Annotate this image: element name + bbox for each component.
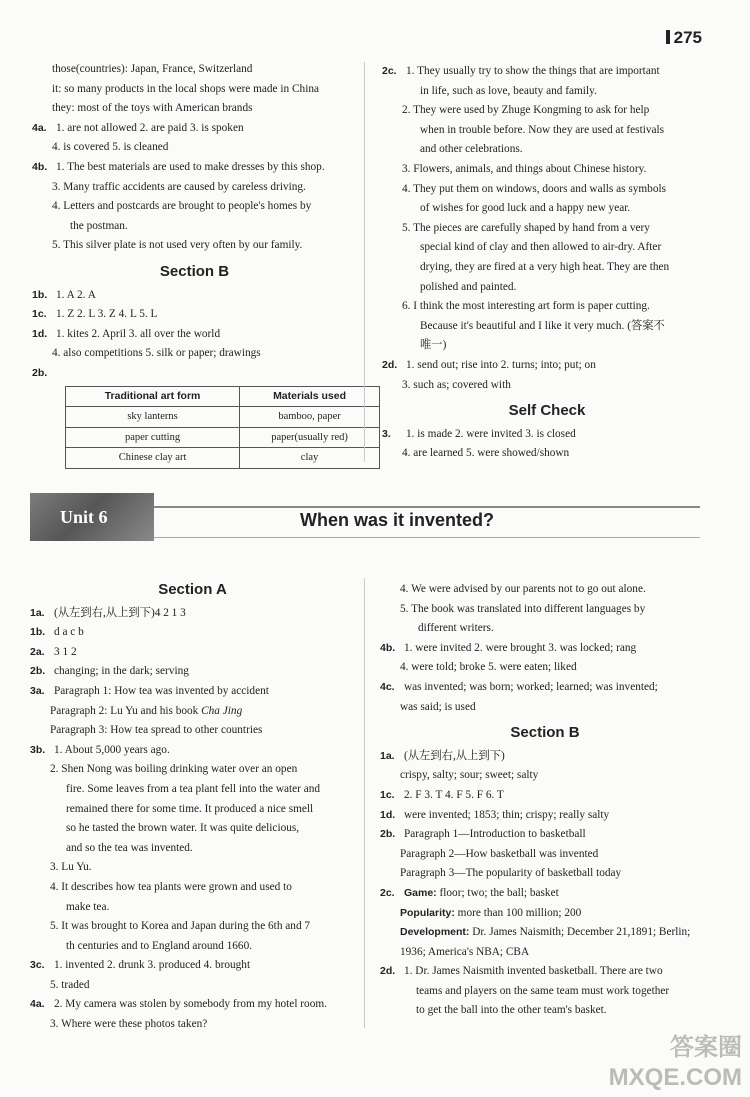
answer-1a: 1a. (从左到右,从上到下): [380, 747, 710, 767]
answer-line: Paragraph 3: How tea spread to other countries: [50, 724, 263, 737]
answer-2c: 2c. Game: floor; two; the ball; basket: [380, 884, 710, 904]
answer-line: and other celebrations.: [420, 143, 523, 156]
answer-1c: 1c. 1. Z 2. L 3. Z 4. L 5. L: [32, 305, 357, 325]
answer-line: 3. such as; covered with: [402, 378, 511, 391]
question-label: 4a.: [30, 998, 45, 1011]
answer-line: fire. Some leaves from a tea plant fell into the water and: [66, 782, 321, 795]
answer-line: 4. Letters and postcards are brought to people's homes by: [52, 200, 312, 213]
question-label: 1c.: [32, 308, 47, 321]
section-b-heading: Section B: [510, 724, 580, 742]
answer-line: the postman.: [70, 219, 128, 232]
answer-line: 5. It was brought to Korea and Japan during the 6th and 7: [50, 920, 311, 933]
answer-1d: 1d. were invented; 1853; thin; crispy; really salty: [380, 806, 710, 826]
answer-line: polished and painted.: [420, 280, 517, 293]
column-divider: [364, 578, 365, 1028]
answer-line: so he tasted the brown water. It was quite delicious,: [66, 822, 300, 835]
answer-line: 4. They put them on windows, doors and walls as symbols: [402, 182, 666, 195]
answer-3: 3. 1. is made 2. were invited 3. is closed: [382, 425, 712, 445]
answer-line: was said; is used: [400, 700, 476, 713]
answer-line: 4. It describes how tea plants were grown and used to: [50, 880, 292, 893]
art-form-table: [65, 386, 380, 469]
answer-line: teams and players on the same team must work together: [416, 984, 670, 997]
answer-line: 3. Where were these photos taken?: [50, 1018, 208, 1031]
answer-2a: 2a. 3 1 2: [30, 643, 355, 663]
table-row: [66, 407, 380, 428]
answer-2b: 2b. changing; in the dark; serving: [30, 662, 355, 682]
answer-1a: 1a. (从左到右,从上到下)4 2 1 3: [30, 604, 355, 624]
question-label: 2d.: [382, 358, 398, 371]
answer-3c: 3c. 1. invented 2. drunk 3. produced 4. brought: [30, 956, 355, 976]
answer-line: remained there for some time. It produced a nice smell: [66, 802, 314, 815]
question-label: 1a.: [380, 749, 395, 762]
top-left-column: [32, 60, 357, 469]
table-cell: bamboo, paper: [240, 407, 380, 428]
question-label: 1a.: [30, 606, 45, 619]
answer-line: of wishes for good luck and a happy new year.: [420, 202, 631, 215]
question-label: 4a.: [32, 121, 47, 134]
answer-line: Popularity: more than 100 million; 200: [400, 906, 582, 919]
answer-2d: 2d. 1. Dr. James Naismith invented basketball. There are two: [380, 962, 710, 982]
question-label: 2b.: [380, 828, 396, 841]
question-label: 3a.: [30, 684, 45, 697]
self-check-heading: Self Check: [508, 402, 586, 420]
answer-line: 4. were told; broke 5. were eaten; liked: [400, 661, 577, 674]
unit-label: Unit 6: [30, 493, 154, 541]
question-label: 2c.: [380, 886, 395, 899]
question-label: 4b.: [380, 641, 396, 654]
answer-line: make tea.: [66, 900, 110, 913]
section-b-heading: Section B: [159, 262, 230, 280]
page-number: 275: [666, 28, 702, 48]
table-header: Materials used: [240, 386, 380, 407]
answer-3a: 3a. Paragraph 1: How tea was invented by accident: [30, 682, 355, 702]
table-row: [66, 427, 380, 448]
answer-line: crispy, salty; sour; sweet; salty: [400, 769, 539, 782]
bottom-right-column: [380, 580, 710, 1021]
field-key: Development:: [400, 926, 470, 939]
banner-rule: [154, 537, 700, 538]
table-cell: sky lanterns: [66, 407, 240, 428]
question-label: 3.: [382, 427, 391, 440]
table-header: Traditional art form: [66, 386, 240, 407]
answer-line: and so the tea was invented.: [66, 841, 193, 854]
question-label: 1b.: [32, 288, 48, 301]
answer-line: 2. They were used by Zhuge Kongming to ask for help: [402, 104, 650, 117]
table-cell: paper cutting: [66, 427, 240, 448]
question-label: 2c.: [382, 65, 397, 77]
table-cell: paper(usually red): [240, 427, 380, 448]
field-key: Popularity:: [400, 906, 455, 919]
watermark-url: MXQE.COM: [608, 1064, 742, 1091]
question-label: 3c.: [30, 959, 45, 972]
answer-line: 唯一): [420, 339, 447, 352]
table-cell: clay: [240, 448, 380, 469]
question-label: 2d.: [380, 965, 396, 978]
answer-2d: 2d. 1. send out; rise into 2. turns; into; put; on: [382, 356, 712, 376]
table-row: [66, 448, 380, 469]
answer-line: 1936; America's NBA; CBA: [400, 945, 530, 958]
answer-line: 4. We were advised by our parents not to go out alone.: [400, 583, 646, 595]
answer-line: they: most of the toys with American brands: [52, 102, 253, 115]
answer-2b: [32, 364, 357, 384]
answer-4b: 4b. 1. were invited 2. were brought 3. was locked; rang: [380, 639, 710, 659]
question-label: 4b.: [32, 160, 48, 173]
watermark: [609, 1033, 742, 1093]
question-label: 4c.: [380, 680, 395, 693]
answer-line: 5. The book was translated into different languages by: [400, 602, 646, 615]
section-a-heading: Section A: [158, 581, 227, 598]
answer-1d: 1d. 1. kites 2. April 3. all over the world: [32, 325, 357, 345]
answer-line: 6. I think the most interesting art form is paper cutting.: [402, 300, 650, 313]
answer-1b: 1b. d a c b: [30, 623, 355, 643]
table-cell: Chinese clay art: [66, 448, 240, 469]
question-label: 1c.: [380, 788, 395, 801]
answer-4b: 4b. 1. The best materials are used to make dresses by this shop.: [32, 158, 357, 178]
question-label: 2b.: [30, 665, 46, 678]
answer-line: 3. Many traffic accidents are caused by careless driving.: [52, 180, 306, 193]
answer-line: 3. Lu Yu.: [50, 861, 92, 874]
unit-banner: [30, 493, 700, 541]
answer-4a: 4a. 1. are not allowed 2. are paid 3. is spoken: [32, 119, 357, 139]
answer-line: drying, they are fired at a very high heat. They are then: [420, 260, 670, 273]
answer-2c: 2c. 1. They usually try to show the things that are important: [382, 62, 712, 82]
watermark-logo: 答案圈: [670, 1034, 742, 1061]
answer-line: 5. This silver plate is not used very often by our family.: [52, 239, 303, 252]
answer-line: when in trouble before. Now they are used at festivals: [420, 123, 665, 136]
answer-line: 5. traded: [50, 978, 90, 991]
answer-line: Paragraph 2: Lu Yu and his book Cha Jing: [50, 704, 243, 717]
unit-title: When was it invented?: [300, 510, 495, 530]
answer-line: 4. also competitions 5. silk or paper; drawings: [52, 347, 261, 360]
answer-3b: 3b. 1. About 5,000 years ago.: [30, 741, 355, 761]
question-label: 1d.: [32, 327, 48, 340]
question-label: 1d.: [380, 808, 396, 821]
bottom-left-column: [30, 574, 355, 1035]
answer-4c: 4c. was invented; was born; worked; learned; was invented;: [380, 678, 710, 698]
answer-line: 4. is covered 5. is cleaned: [52, 141, 169, 154]
question-label: 1b.: [30, 626, 46, 639]
answer-line: different writers.: [418, 622, 494, 635]
answer-line: th centuries and to England around 1660.: [66, 939, 253, 952]
answer-line: 4. are learned 5. were showed/shown: [402, 447, 570, 460]
answer-line: 2. Shen Nong was boiling drinking water over an open: [50, 763, 298, 776]
field-key: Game:: [404, 886, 437, 899]
answer-line: Because it's beautiful and I like it very much. (答案不: [420, 319, 665, 332]
answer-line: special kind of clay and then allowed to air-dry. After: [420, 241, 662, 254]
answer-line: Paragraph 2—How basketball was invented: [400, 847, 599, 860]
answer-line: 3. Flowers, animals, and things about Chinese history.: [402, 162, 647, 175]
top-right-column: [382, 62, 712, 464]
banner-rule: [154, 506, 700, 508]
answer-line: in life, such as love, beauty and family.: [420, 84, 597, 97]
book-title: Cha Jing: [201, 704, 243, 717]
answer-4a: 4a. 2. My camera was stolen by somebody from my hotel room.: [30, 995, 355, 1015]
question-label: 2a.: [30, 645, 45, 658]
answer-line: it: so many products in the local shops were made in China: [52, 82, 319, 95]
answer-line: Paragraph 3—The popularity of basketball today: [400, 867, 622, 880]
answer-line: those(countries): Japan, France, Switzerland: [52, 63, 253, 75]
answer-2b: 2b. Paragraph 1—Introduction to basketball: [380, 825, 710, 845]
answer-line: Development: Dr. James Naismith; December 21,1891; Berlin;: [400, 926, 691, 939]
answer-line: 5. The pieces are carefully shaped by hand from a very: [402, 221, 650, 234]
table-header-row: [66, 386, 380, 407]
question-label: 3b.: [30, 743, 46, 756]
answer-line: to get the ball into the other team's basket.: [416, 1004, 607, 1017]
answer-1c: 1c. 2. F 3. T 4. F 5. F 6. T: [380, 786, 710, 806]
question-label: 2b.: [32, 366, 48, 379]
column-divider: [364, 62, 365, 462]
answer-1b: 1b. 1. A 2. A: [32, 286, 357, 306]
